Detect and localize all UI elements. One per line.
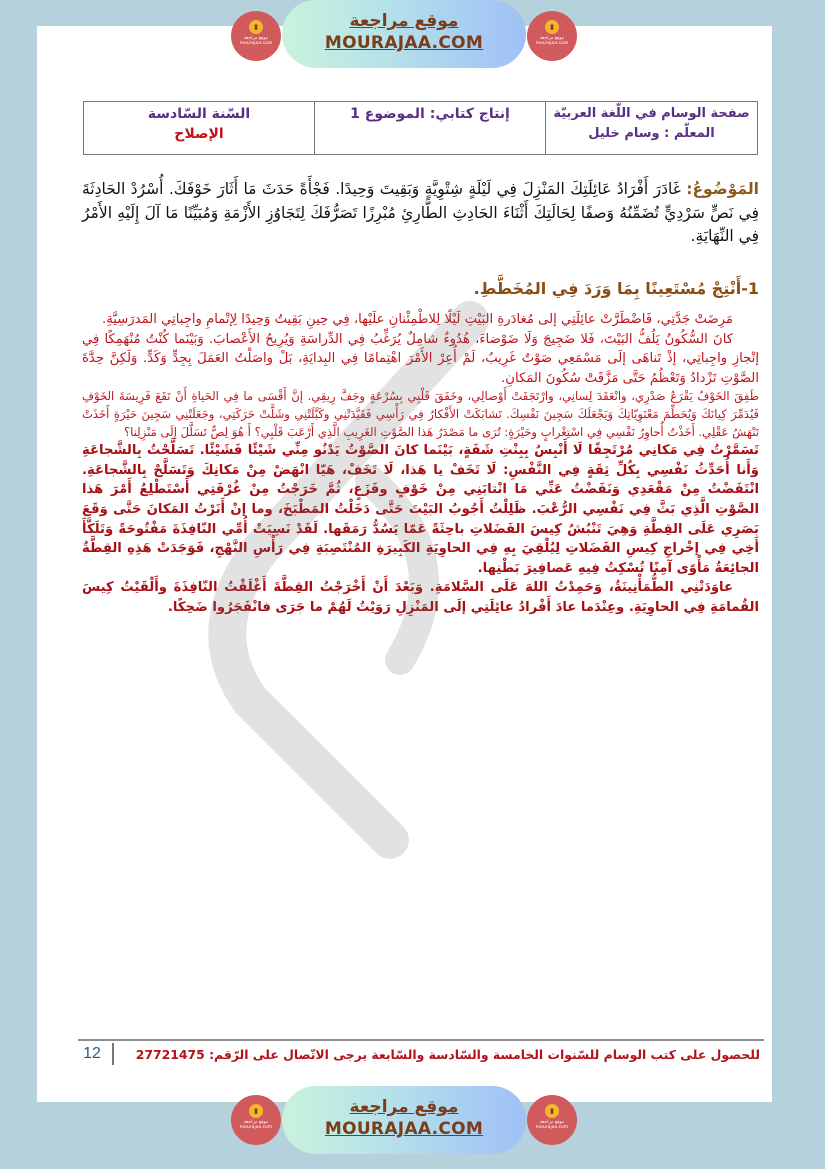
site-badge-left[interactable] <box>231 1095 281 1145</box>
lesson-title: إنتاج كتابي: الموضوع 1 <box>350 106 510 122</box>
essay-paragraph-1: مَرِضَتْ جَدَّتِي، فَاضْطَرَّتْ عائِلَتِي إلى مُغادَرةِ البَيْتِ لَيْلًا لِلاطْمِئْنانِ علَيْها، فِي حِينِ بَقِيتُ وَحِيدًا لِإتْمامِ واجِباتِي المَدرَسِيَّةِ. <box>102 312 733 327</box>
site-name-ar: موقع مراجعة <box>349 1097 459 1117</box>
site-link[interactable] <box>282 1086 526 1154</box>
site-badge-right[interactable] <box>527 1095 577 1145</box>
book-icon: ▮ <box>545 1104 559 1118</box>
teacher-name: المعلّم : وسام خليل <box>588 126 715 141</box>
footer-phone: 27721475 <box>135 1046 205 1062</box>
book-icon: ▮ <box>249 1104 263 1118</box>
footer-separator <box>112 1043 114 1065</box>
top-banner <box>0 0 825 80</box>
header-table <box>83 101 758 155</box>
essay-body <box>82 310 759 618</box>
badge-label-ar: موقع مراجعة <box>243 36 269 41</box>
essay-paragraph-2: كانَ السُّكُونُ يَلُفُّ البَيْتَ، فَلا ضَجِيجَ وَلَا ضَوْضاءَ، هُدُوءٌ شامِلٌ يُرَغِّبُ فِي الدِّراسَةِ وَيُرِيحُ الأَعْصابَ. وَبَيْنَما كُنْتُ مُنْهَمِكًا فِي إنْجازِ واجِباتِي، إذْ تَناهَى إلَى مَسْمَعِي صَوْتٌ غَرِيبٌ، لَمْ أُعِرْ الأَمْرَ اهْتِمامًا فِي البِدايَةِ، بَلْ واصَلْتُ العَمَلَ بِجِدٍّ وَكَدٍّ. وَلَكِنَّ حِدَّةَ الصَّوْتِ تَزْدادُ وَتَعْظُمُ حَتَّى مَزَّقَتْ سُكُونَ المَكانِ. <box>82 331 759 386</box>
badge-label-en: mourajaa.com <box>535 41 569 46</box>
book-icon: ▮ <box>249 20 263 34</box>
header-lesson-cell <box>315 102 546 155</box>
header-school-cell <box>546 102 758 155</box>
footer-note-text: للحصول على كتب الوسام للسّنوات الخامسة والسّادسة والسّابعة يرجى الاتّصال على الرّقم: <box>209 1046 760 1062</box>
grade-label: السّنة السّادسة <box>147 106 251 122</box>
page-footer <box>78 1042 764 1066</box>
site-badge-right[interactable] <box>527 11 577 61</box>
bottom-banner <box>0 1082 825 1162</box>
header-grade-cell <box>84 102 315 155</box>
badge-label-en: mourajaa.com <box>535 1125 569 1130</box>
badge-label-ar: موقع مراجعة <box>539 36 565 41</box>
essay-paragraph-3: طَفِقَ الخَوْفُ يَقْرَعُ صَدْرِي، وانْعَقَدَ لِسانِي، وارْتَجَفَتْ أَوْصالِي، وخَفَقَ قَلْبِي بِسُرْعَةٍ وجَفَّ رِيقِي. إنَّ أَقْسَى ما فِي الحَياةِ أَنْ تَقَعَ فَرِيسَةَ الخَوْفِ فَيُدَمِّرَ كِيانَكَ وَيُحَطِّمَ مَعْنَوِيّاتِكَ وَيَجْعَلَكَ سَجِينَ نَفْسِكَ. تَشابَكَتْ الأَفْكارُ فِي رَأْسِي فَقَيَّدَتْنِي وكَبَّلَتْنِي وشَلَّتْ حَرَكَتِي، وجَعَلَتْنِي سَجِينَ حَيْرَةٍ أَخَذَتْ تَنْهَشُ عَقْلِي. أَخَذْتُ أُحاوِرُ نَفْسِي فِي اسْتِغْرابٍ وحَيْرَةٍ: تُرَى ما مَصْدَرُ هَذا الصَّوْتِ الغَرِيبِ الَّذِي أَرْعَبَ قَلْبِي؟ أَ هُوَ لِصٌّ تَسَلَّلَ إلَى مَنْزِلِنا؟ <box>82 389 759 439</box>
topic-paragraph <box>82 178 759 249</box>
badge-label-en: mourajaa.com <box>239 41 273 46</box>
site-name-ar: موقع مراجعة <box>349 11 459 31</box>
school-title: صفحة الوسام في اللّغة العربيّة <box>553 106 750 121</box>
essay-paragraph-5: عاوَدَتْنِي الطُّمَأْنِينَةُ، وَحَمِدْتُ اللهَ عَلَى السَّلامَةِ. وَبَعْدَ أَنْ أَخْرَجْتُ القِطَّةَ أَغْلَقْتُ النّافِذَةَ وأَلْقَيْتُ كِيسَ القُمامَةِ فِي الحاوِيَةِ. وعِنْدَما عادَ أَفْرادُ عائِلَتِي إلَى المَنْزِلِ رَوَيْتُ لَهُمْ ما جَرَى فانْفَجَرُوا ضَحِكًا. <box>82 580 759 615</box>
task-instruction: 1-أَنْتِجْ مُسْتَعِينًا بِمَا وَرَدَ فِي المُخَطَّطِ. <box>473 279 759 298</box>
section-label: الإصلاح <box>174 126 224 142</box>
site-name-en: MOURAJAA.COM <box>324 33 484 53</box>
badge-label-ar: موقع مراجعة <box>539 1120 565 1125</box>
essay-paragraph-4: تَسَمَّرْتُ فِي مَكانِي مُرْتَجِفًا لَا أَنْبِسُ بِبِنْتِ شَفَةٍ، بَيْنَما كانَ الصَّوْتُ يَدْنُو مِنِّي شَيْئًا فَشَيْئًا. تَسَلَّحْتُ بِالشَّجاعَةِ وَأَنا أُحَدِّثُ نَفْسِي بِكُلِّ ثِقَةٍ فِي النَّفْسِ: لَا تَخَفْ يا هَذا، لَا تَخَفْ، هَيّا انْهَضْ مِنْ مَكانِكَ وَتَسَلَّحْ بِالشَّجاعَةِ. انْتَفَضْتُ مِنْ مَقْعَدِي وَنَفَضْتُ عَنِّي مَا انْتابَنِي مِنْ خَوْفٍ وفَزَعٍ، ثُمَّ خَرَجْتُ مِنْ غُرْفَتِي أَسْتَطْلِعُ أَمْرَ هَذا الصَّوْتِ الَّذِي بَثَّ فِي نَفْسِي الرُّعْبَ. ظَلِلْتُ أَجُوبُ البَيْتَ حَتَّى دَخَلْتُ المَطْبَخَ، وما إنْ أَنَرْتُ المَكانَ حَتَّى وَقَعَ بَصَرِي عَلَى القِطَّةِ وَهِيَ تَنْبُشُ كِيسَ الفَضَلاتِ باحِثَةً عَمّا يَسُدُّ رَمَقَها. لَقَدْ نَسِيَتْ أُمِّي النّافِذَةَ مَفْتُوحَةً وَتَلَكَّأَ أَخِي فِي إخْراجِ كِيسِ الفَضَلاتِ لِيُلْقِيَ بِهِ فِي الحاوِيَةِ الكَبِيرَةِ المُنْتَصِبَةِ فِي رَأْسِ النَّهْجِ، فَوَجَدَتْ هَذِهِ القِطَّةُ الجائِعَةُ مَأْوًى آمِنًا تُسْكِتُ فِيهِ عَصافِيرَ بَطْنِها. <box>82 443 759 576</box>
footer-divider <box>78 1039 764 1041</box>
site-badge-left[interactable] <box>231 11 281 61</box>
badge-label-ar: موقع مراجعة <box>243 1120 269 1125</box>
page-number: 12 <box>83 1045 101 1062</box>
footer-note <box>120 1047 764 1062</box>
badge-label-en: mourajaa.com <box>239 1125 273 1130</box>
site-link[interactable] <box>282 0 526 68</box>
site-name-en: MOURAJAA.COM <box>324 1119 484 1139</box>
topic-label: المَوْضُوعُ: <box>686 180 759 198</box>
book-icon: ▮ <box>545 20 559 34</box>
topic-text: غَادَرَ أَفْرَادُ عَائِلَتِكَ المَنْزِلَ فِي لَيْلَةٍ شِتْوِيَّةٍ وَبَقِيتَ وَحِيدًا. فَجْأَةً حَدَثَ مَا أَثَارَ خَوْفَكَ. أُسْرُدْ الحَادِثَةَ فِي نَصٍّ سَرْدِيٍّ تُضَمِّنُهُ وَصفًا لِحَالَتِكَ أَثْنَاءَ الحَادِثِ الطَّارِئِ مُبْرِزًا تَصَرُّفَكَ لِتَجَاوُزِ الأَزْمَةِ وَمُبَيِّنًا مَا آلَ إِلَيْهِ الأَمْرُ فِي النِّهَايَةِ. <box>82 180 759 245</box>
